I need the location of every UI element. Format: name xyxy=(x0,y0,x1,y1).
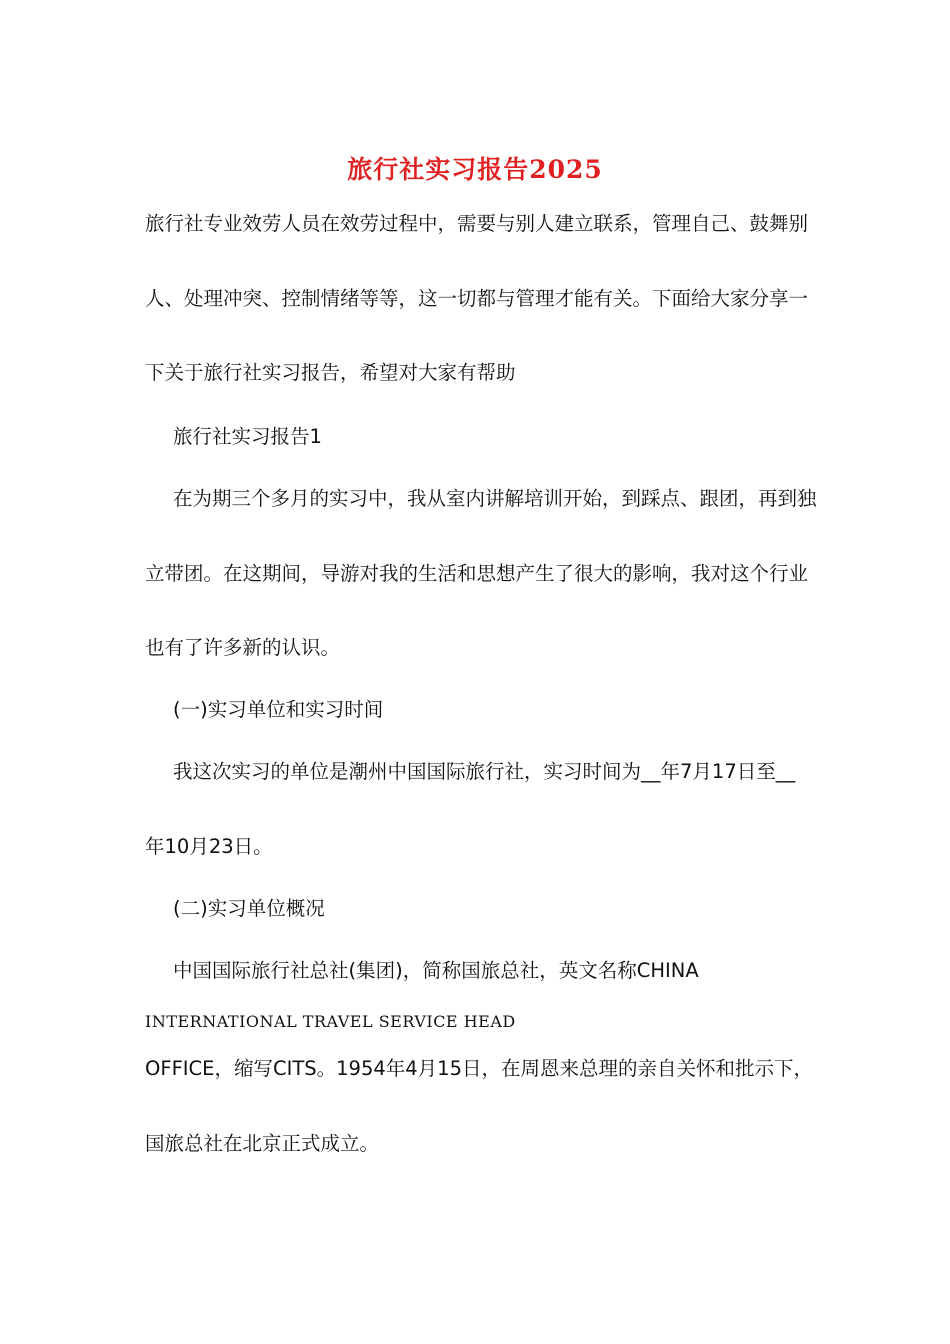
subheading-internship-unit-time: (一)实习单位和实习时间 xyxy=(173,698,384,721)
paragraph-1-line-2: 立带团。在这期间，导游对我的生活和思想产生了很大的影响，我对这个行业 xyxy=(145,562,809,585)
subheading-unit-overview: (二)实习单位概况 xyxy=(173,897,325,920)
intro-line-1: 旅行社专业效劳人员在效劳过程中，需要与别人建立联系，管理自己、鼓舞别 xyxy=(145,212,809,235)
intro-line-2: 人、处理冲突、控制情绪等等，这一切都与管理才能有关。下面给大家分享一 xyxy=(145,287,809,310)
paragraph-1-line-3: 也有了许多新的认识。 xyxy=(145,636,341,659)
paragraph-2-line-2: 年10月23日。 xyxy=(145,835,273,858)
paragraph-1-line-1: 在为期三个多月的实习中，我从室内讲解培训开始，到踩点、跟团，再到独 xyxy=(173,487,817,510)
paragraph-3-line-2: INTERNATIONAL TRAVEL SERVICE HEAD xyxy=(145,1012,516,1031)
document-title: 旅行社实习报告2025 xyxy=(347,155,603,184)
section-heading-report-1: 旅行社实习报告1 xyxy=(173,425,322,448)
intro-line-3: 下关于旅行社实习报告，希望对大家有帮助 xyxy=(145,361,516,384)
paragraph-3-line-3: OFFICE，缩写CITS。1954年4月15日，在周恩来总理的亲自关怀和批示下， xyxy=(145,1057,813,1080)
paragraph-3-line-1: 中国国际旅行社总社(集团)，简称国旅总社，英文名称CHINA xyxy=(173,959,699,982)
paragraph-2-line-1: 我这次实习的单位是潮州中国国际旅行社，实习时间为__年7月17日至__ xyxy=(173,760,796,783)
paragraph-3-line-4: 国旅总社在北京正式成立。 xyxy=(145,1132,380,1155)
